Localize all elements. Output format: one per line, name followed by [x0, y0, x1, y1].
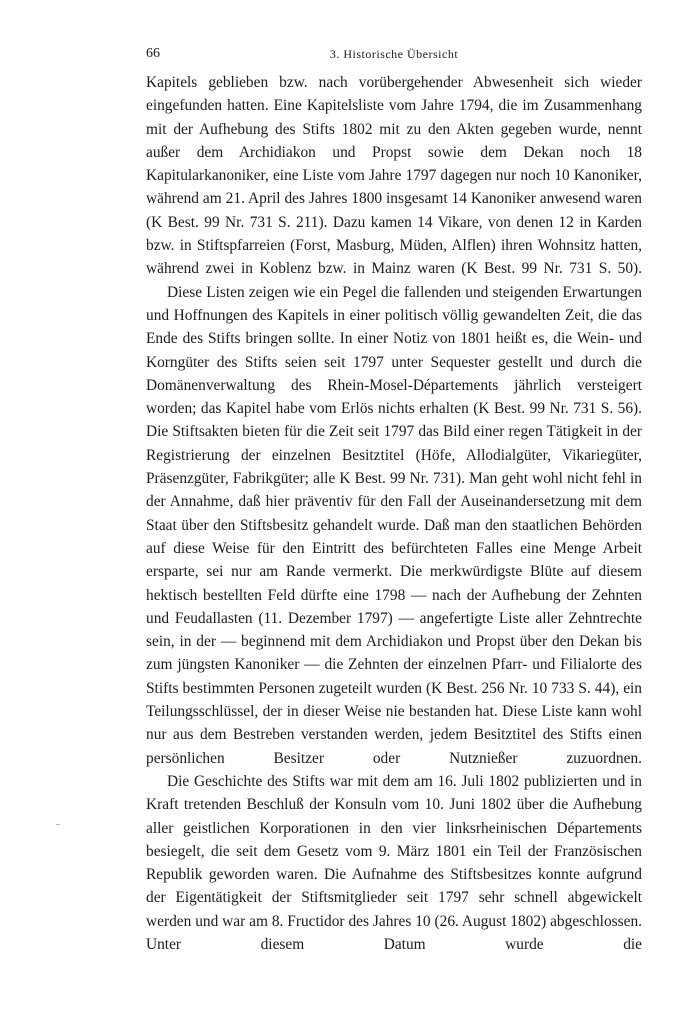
chapter-title: 3. Historische Übersicht — [329, 47, 459, 61]
book-page — [146, 44, 642, 956]
running-head — [146, 44, 642, 64]
paragraph-2: Diese Listen zeigen wie ein Pegel die fallenden und steigenden Erwartungen und Hoffnungen des Kapitels in einer politisch völlig gewandelten Zeit, die das Ende des Stifts bringen sollte. In einer Notiz von 1801 heißt es, die Wein- und Korngüter des Stifts seien seit 1797 unter Sequester gestellt und durch die Domänenverwaltung des Rhein-Mosel-Départements jährlich versteigert worden; das Kapitel habe vom Erlös nichts erhalten (K Best. 99 Nr. 731 S. 56). Die Stiftsakten bieten für die Zeit seit 1797 das Bild einer regen Tätigkeit in der Registrierung der einzelnen Besitztitel (Höfe, Allodialgüter, Vikariegüter, Präsenzgüter, Fabrikgüter; alle K Best. 99 Nr. 731). Man geht wohl nicht fehl in der Annahme, daß hier präventiv für den Fall der Auseinandersetzung mit dem Staat über den Stiftsbesitz gehandelt wurde. Daß man den staatlichen Behörden auf diese Weise für den Eintritt des befürchteten Falles eine Menge Arbeit ersparte, sei nur am Rande vermerkt. Die merkwürdigste Blüte auf diesem hektisch bestellten Feld dürfte eine 1798 — nach der Aufhebung der Zehnten und Feudallasten (11. Dezember 1797) — angefertigte Liste aller Zehntrechte sein, in der — beginnend mit dem Archidiakon und Propst über den Dekan bis zum jüngsten Kanoniker — die Zehnten der einzelnen Pfarr- und Filialorte des Stifts bestimmten Personen zugeteilt wurden (K Best. 256 Nr. 10 733 S. 44), ein Teilungsschlüssel, der in dieser Weise nie bestanden hat. Diese Liste kann wohl nur aus dem Bestreben verstanden werden, jedem Besitztitel des Stifts einen persönlichen Besitzer oder Nutznießer zuzuordnen. — [146, 283, 642, 767]
page-number: 66 — [146, 46, 160, 61]
paragraph-1: Kapitels geblieben bzw. nach vorübergehender Abwesenheit sich wieder eingefunden hatten. Eine Kapitelsliste vom Jahre 1794, die im Zusammenhang mit der Aufhebung des Stifts 1802 mit zu den Akten gegeben wurde, nennt außer dem Archidiakon und Propst sowie dem Dekan noch 18 Kapitularkanoniker, eine Liste vom Jahre 1797 dagegen nur noch 10 Kanoniker, während am 21. April des Jahres 1800 insgesamt 14 Kanoniker anwesend waren (K Best. 99 Nr. 731 S. 211). Dazu kamen 14 Vikare, von denen 12 in Karden bzw. in Stiftspfarreien (Forst, Masburg, Müden, Alflen) ihren Wohnsitz hatten, während zwei in Koblenz bzw. in Mainz waren (K Best. 99 Nr. 731 S. 50). — [146, 74, 642, 278]
body-text — [146, 71, 642, 956]
margin-mark — [56, 824, 60, 825]
paragraph-3: Die Geschichte des Stifts war mit dem am 16. Juli 1802 publizierten und in Kraft tretenden Beschluß der Konsuln vom 10. Juni 1802 über die Aufhebung aller geistlichen Korporationen in den vier linksrheinischen Départements besiegelt, die seit dem Gesetz vom 9. März 1801 ein Teil der Französischen Republik geworden waren. Die Aufnahme des Stiftsbesitzes konnte aufgrund der Eigentätigkeit der Stiftsmitglieder seit 1797 sehr schnell abgewickelt werden und war am 8. Fructidor des Jahres 10 (26. August 1802) abgeschlossen. Unter diesem Datum wurde die — [146, 772, 642, 953]
